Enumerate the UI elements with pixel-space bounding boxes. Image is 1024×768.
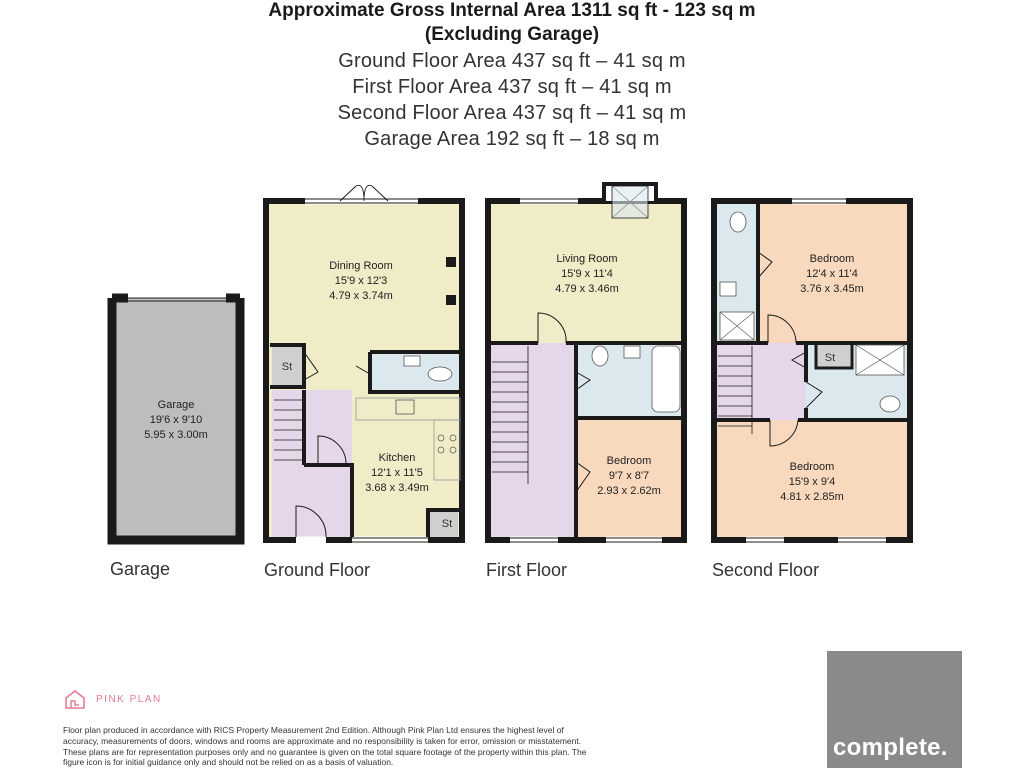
garage-area: Garage Area 192 sq ft – 18 sq m [364, 128, 660, 150]
kitchen-metric: 3.68 x 3.49m [365, 482, 429, 494]
bedroom-top-name: Bedroom [809, 253, 855, 265]
living-name: Living Room [556, 253, 618, 265]
ground-floor-area: Ground Floor Area 437 sq ft – 41 sq m [338, 50, 686, 72]
disclaimer-text: Floor plan produced in accordance with RICS Property Measurement 2nd Edition. Although Pink Plan Ltd ensures the highest level of accuracy, measurements of doors, windows and rooms are approximate and no responsibility is taken for error, omission or misstatement. These plans are for representation purposes only and no guarantee is given on the total square footage of the property within this plan. The figure icon is for initial guidance only and should not be relied on as a basis of valuation. [63, 725, 587, 768]
kitchen-store-label: St [441, 518, 453, 530]
ground-floor-label: Ground Floor [264, 560, 371, 580]
second-floor-label: Second Floor [712, 560, 820, 580]
living-imperial: 15'9 x 11'4 [561, 268, 613, 280]
area-subtitle: (Excluding Garage) [424, 24, 600, 45]
pink-plan-logo-icon [64, 688, 86, 710]
bedroom-bottom-name: Bedroom [789, 461, 835, 473]
dining-metric: 4.79 x 3.74m [329, 290, 393, 302]
pink-plan-brand [64, 688, 162, 710]
first-bedroom-imperial: 9'7 x 8'7 [608, 470, 650, 482]
second-store-label: St [824, 352, 836, 364]
living-metric: 4.79 x 3.46m [555, 283, 619, 295]
agent-logo-box [827, 651, 962, 768]
garage-floor-label: Garage [110, 559, 171, 579]
bedroom-top-metric: 3.76 x 3.45m [800, 283, 864, 295]
garage-imperial: 19'6 x 9'10 [149, 414, 203, 426]
second-hall-floor [716, 343, 806, 420]
first-floor-area: First Floor Area 437 sq ft – 41 sq m [352, 76, 672, 98]
first-bedroom-name: Bedroom [606, 455, 652, 467]
second-floor-area: Second Floor Area 437 sq ft – 41 sq m [337, 102, 687, 124]
agent-logo-text: complete. [833, 734, 948, 761]
pink-plan-name: PINK PLAN [96, 693, 162, 705]
dining-name: Dining Room [329, 260, 393, 272]
first-floor-plan [488, 184, 684, 542]
garage-plan [112, 298, 240, 540]
kitchen-imperial: 12'1 x 11'5 [371, 467, 423, 479]
garage-metric: 5.95 x 3.00m [144, 429, 208, 441]
ground-floor-plan [266, 185, 462, 542]
area-title: Approximate Gross Internal Area 1311 sq ft - 123 sq m [268, 0, 756, 21]
first-bedroom-metric: 2.93 x 2.62m [597, 485, 661, 497]
bedroom-top-imperial: 12'4 x 11'4 [806, 268, 858, 280]
bedroom-bottom-imperial: 15'9 x 9'4 [788, 476, 836, 488]
garage-name: Garage [157, 399, 195, 411]
kitchen-name: Kitchen [378, 452, 416, 464]
first-floor-label: First Floor [486, 560, 567, 580]
bedroom-bottom-metric: 4.81 x 2.85m [780, 491, 844, 503]
second-floor-plan [714, 199, 910, 542]
ground-store-label: St [281, 361, 293, 373]
dining-imperial: 15'9 x 12'3 [334, 275, 388, 287]
